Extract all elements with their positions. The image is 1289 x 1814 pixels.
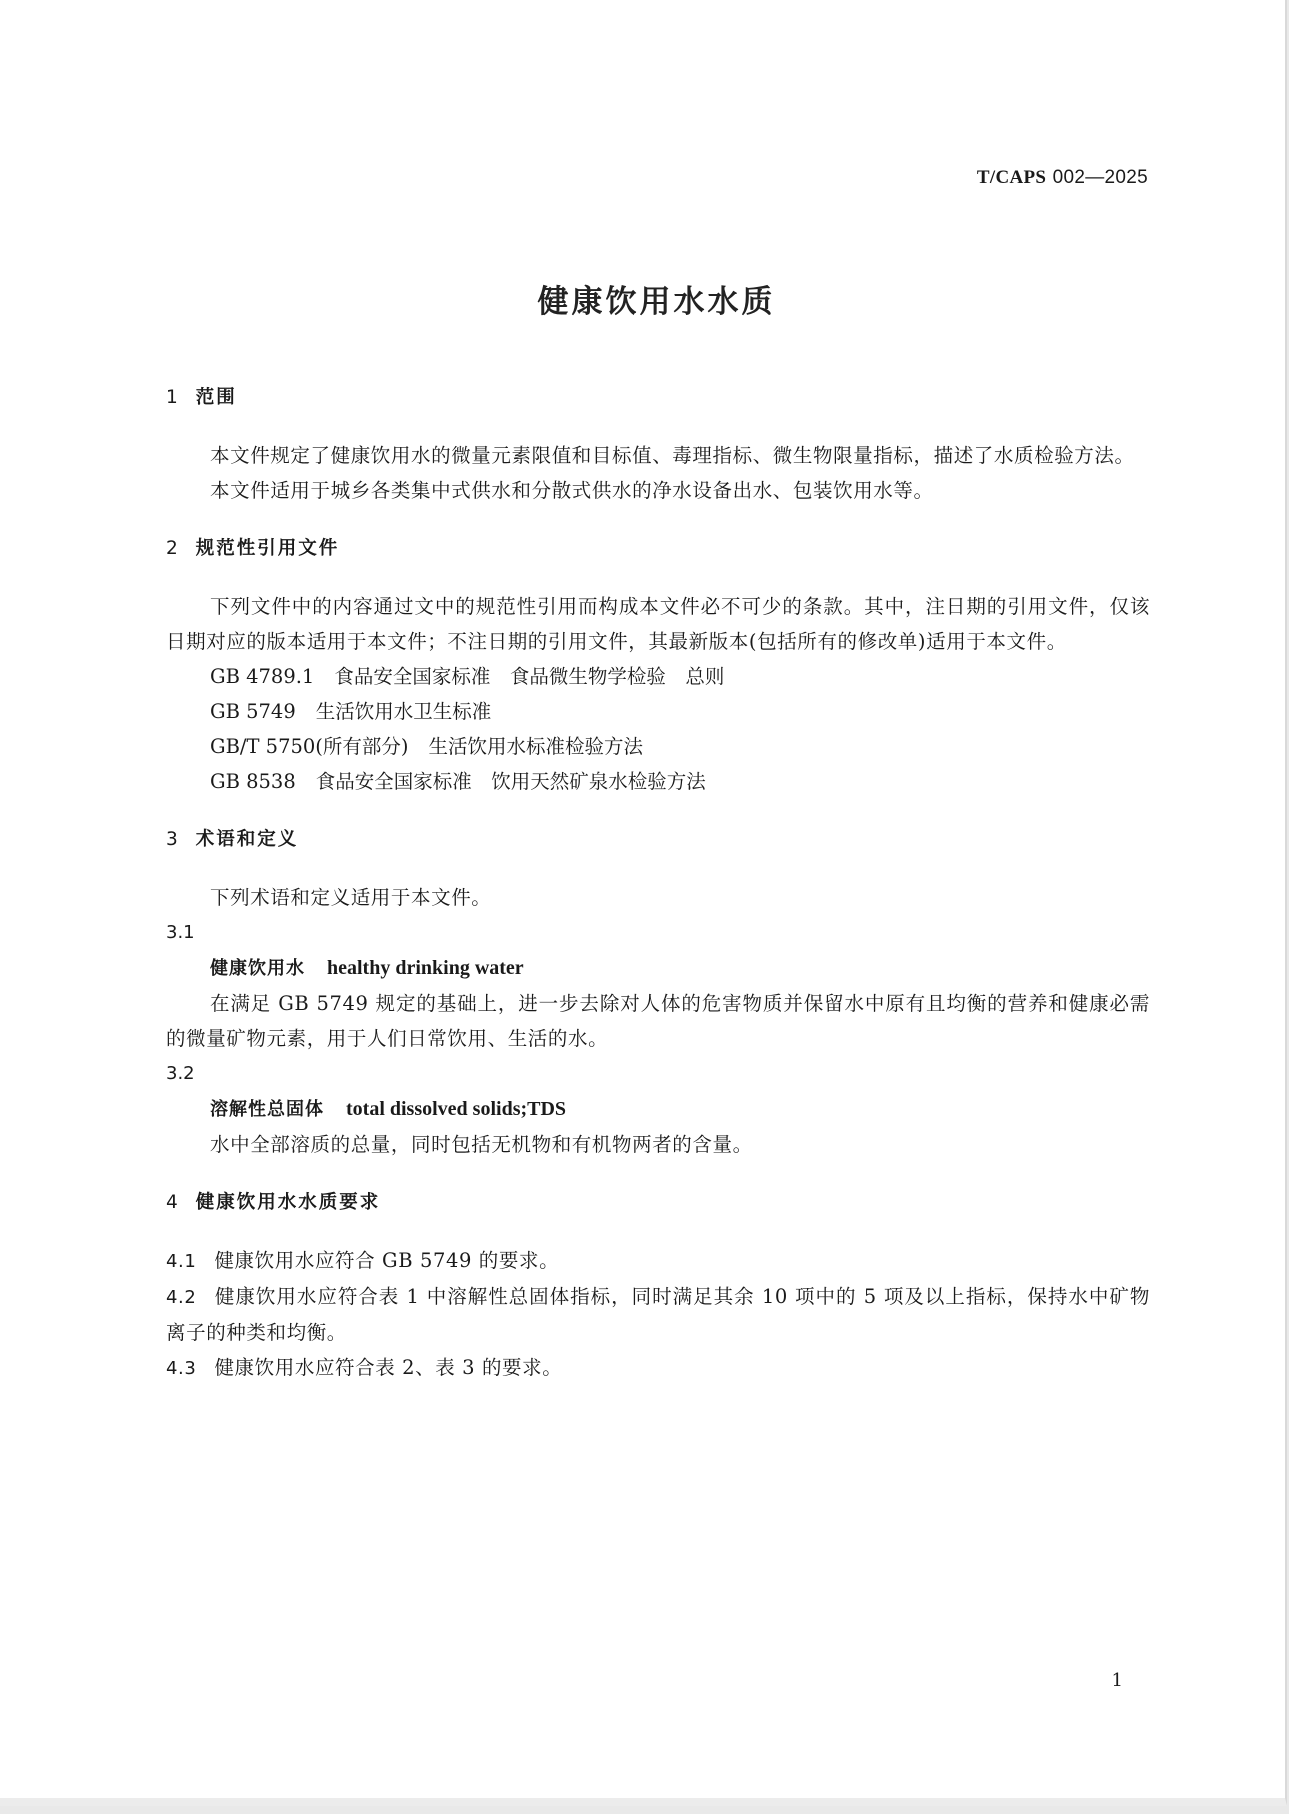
reference-code: GB 4789.1 bbox=[210, 665, 315, 688]
normative-reference bbox=[166, 659, 1150, 694]
reference-code: GB 5749 bbox=[210, 700, 296, 723]
section-1-heading bbox=[166, 380, 1150, 415]
reference-name: 生活饮用水卫生标准 bbox=[315, 700, 492, 723]
requirement-item bbox=[166, 1350, 1150, 1386]
reference-name: 食品安全国家标准 食品微生物学检验 总则 bbox=[334, 665, 725, 688]
term-heading bbox=[166, 950, 1150, 986]
paragraph: 本文件规定了健康饮用水的微量元素限值和目标值、毒理指标、微生物限量指标，描述了水质检验方法。 bbox=[210, 444, 1135, 467]
term-english: healthy drinking water bbox=[327, 957, 524, 979]
term-chinese: 健康饮用水 bbox=[210, 958, 305, 979]
reference-name: 生活饮用水标准检验方法 bbox=[428, 735, 644, 758]
normative-reference bbox=[166, 764, 1150, 799]
requirement-item bbox=[166, 1243, 1150, 1279]
section-title: 范围 bbox=[195, 387, 237, 408]
paragraph: 本文件适用于城乡各类集中式供水和分散式供水的净水设备出水、包装饮用水等。 bbox=[210, 479, 934, 502]
requirement-number: 4.3 bbox=[166, 1358, 197, 1379]
document-body bbox=[166, 380, 1150, 1386]
term-heading bbox=[166, 1091, 1150, 1127]
document-title: 健康饮用水水质 bbox=[537, 284, 776, 320]
requirement-text: 健康饮用水应符合表 2、表 3 的要求。 bbox=[214, 1356, 563, 1379]
section-title: 术语和定义 bbox=[195, 829, 299, 850]
page-number: 1 bbox=[1111, 1670, 1123, 1691]
term-chinese: 溶解性总固体 bbox=[210, 1099, 324, 1120]
section-number: 2 bbox=[166, 538, 180, 559]
requirement-text: 健康饮用水应符合表 1 中溶解性总固体指标，同时满足其余 10 项中的 5 项及以上指标，保持水中矿物离子的种类和均衡。 bbox=[166, 1285, 1150, 1344]
requirement-text: 健康饮用水应符合 GB 5749 的要求。 bbox=[214, 1249, 560, 1272]
standard-number: 002—2025 bbox=[1052, 167, 1148, 188]
term-english: total dissolved solids;TDS bbox=[346, 1098, 567, 1120]
term-definition: 在满足 GB 5749 规定的基础上，进一步去除对人体的危害物质并保留水中原有且均衡的营养和健康必需的微量矿物元素，用于人们日常饮用、生活的水。 bbox=[166, 992, 1150, 1050]
section-title: 健康饮用水水质要求 bbox=[195, 1192, 381, 1213]
section-2-heading bbox=[166, 531, 1150, 566]
paragraph: 下列文件中的内容通过文中的规范性引用而构成本文件必不可少的条款。其中，注日期的引用文件，仅该日期对应的版本适用于本文件；不注日期的引用文件，其最新版本(包括所有的修改单)适用于本文件。 bbox=[166, 595, 1150, 653]
section-title: 规范性引用文件 bbox=[195, 538, 340, 559]
section-number: 3 bbox=[166, 829, 180, 850]
reference-name: 食品安全国家标准 饮用天然矿泉水检验方法 bbox=[315, 770, 706, 793]
section-4-heading bbox=[166, 1185, 1150, 1220]
term-number: 3.1 bbox=[166, 922, 195, 943]
reference-code: GB 8538 bbox=[210, 770, 296, 793]
section-number: 1 bbox=[166, 387, 180, 408]
requirement-item bbox=[166, 1279, 1150, 1350]
requirement-number: 4.2 bbox=[166, 1287, 197, 1308]
normative-reference bbox=[166, 694, 1150, 729]
standard-code bbox=[977, 166, 1148, 189]
reference-code: GB/T 5750(所有部分) bbox=[210, 735, 409, 758]
section-3-heading bbox=[166, 822, 1150, 857]
term-number: 3.2 bbox=[166, 1063, 195, 1084]
normative-reference bbox=[166, 729, 1150, 764]
requirement-number: 4.1 bbox=[166, 1251, 197, 1272]
standard-prefix: T/CAPS bbox=[976, 167, 1047, 188]
paragraph: 下列术语和定义适用于本文件。 bbox=[210, 886, 492, 909]
term-definition: 水中全部溶质的总量，同时包括无机物和有机物两者的含量。 bbox=[210, 1133, 753, 1156]
section-number: 4 bbox=[166, 1192, 180, 1213]
